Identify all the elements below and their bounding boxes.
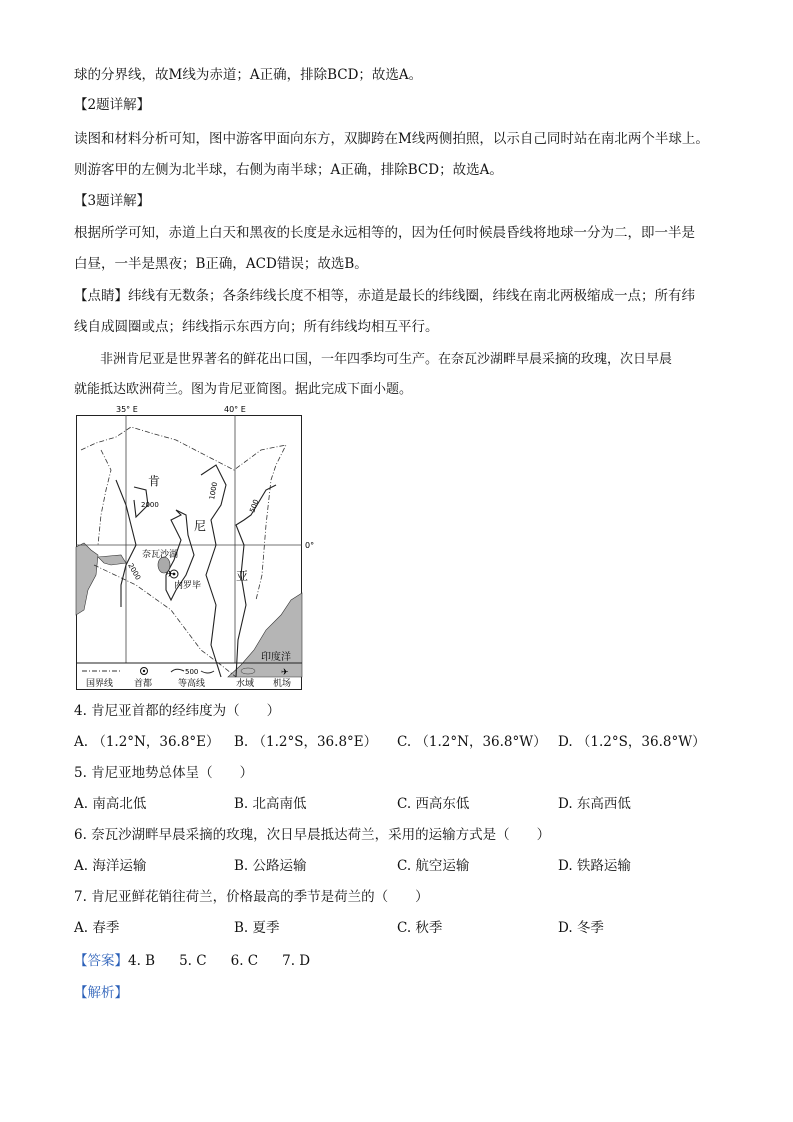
option: D. 东高西低: [558, 796, 631, 812]
option: C. 西高东低: [397, 796, 470, 812]
analysis-label: 【解析】: [74, 985, 128, 1001]
option: C. 航空运输: [397, 858, 470, 874]
section-heading: 【3题详解】: [74, 193, 151, 209]
answer-line: [74, 952, 310, 970]
question-stem: 6. 奈瓦沙湖畔早晨采摘的玫瑰，次日早晨抵达荷兰，采用的运输方式是（ ）: [74, 827, 551, 843]
lat-0-label: 0°: [305, 541, 315, 550]
country-label: 亚: [236, 569, 249, 583]
capital-label: 内罗毕: [174, 581, 202, 591]
option: D. 冬季: [558, 920, 604, 936]
option: B. （1.2°S，36.8°E）: [234, 734, 378, 750]
option: D. （1.2°S，36.8°W）: [558, 734, 706, 750]
contour-label: 2000: [126, 562, 143, 582]
option: C. 秋季: [397, 920, 443, 936]
lon-35-label: 35° E: [116, 405, 138, 414]
legend-border: 国界线: [86, 679, 114, 689]
tip-paragraph: 【点睛】纬线有无数条；各条纬线长度不相等，赤道是最长的纬线圈，纬线在南北两极缩成一点；所有纬: [74, 288, 695, 304]
option: A. 春季: [74, 920, 120, 936]
country-label: 肯: [148, 474, 161, 488]
question-stem: 7. 肯尼亚鲜花销往荷兰，价格最高的季节是荷兰的（ ）: [74, 889, 429, 905]
option: B. 北高南低: [234, 796, 307, 812]
paragraph: 线自成圆圈或点；纬线指示东西方向；所有纬线均相互平行。: [74, 319, 439, 335]
option: C. （1.2°N，36.8°W）: [397, 734, 547, 750]
ocean-label: 印度洋: [261, 652, 291, 663]
legend-airport: 机场: [273, 679, 292, 689]
legend-contour: 等高线: [178, 679, 206, 689]
option: D. 铁路运输: [558, 858, 631, 874]
answer-value: 6. C: [230, 953, 259, 969]
intro-paragraph: 非洲肯尼亚是世界著名的鲜花出口国，一年四季均可生产。在奈瓦沙湖畔早晨采摘的玫瑰，次日早晨: [100, 352, 673, 367]
kenya-map: [76, 403, 321, 690]
paragraph: 则游客甲的左侧为北半球，右侧为南半球；A正确，排除BCD；故选A。: [74, 162, 503, 178]
answer-value: 7. D: [282, 953, 311, 969]
option: A. 南高北低: [74, 796, 147, 812]
option: A. 海洋运输: [74, 858, 147, 874]
contour-label: 500: [248, 498, 261, 514]
legend-water: 水域: [236, 679, 255, 689]
legend-contour-value: 500: [185, 668, 199, 676]
answer-value: 4. B: [128, 953, 156, 969]
legend-water-symbol: [241, 668, 255, 674]
lon-40-label: 40° E: [224, 405, 246, 414]
question-stem: 5. 肯尼亚地势总体呈（ ）: [74, 765, 254, 781]
question-stem: 4. 肯尼亚首都的经纬度为（ ）: [74, 703, 281, 719]
contour-label: 1000: [208, 481, 220, 501]
paragraph: 根据所学可知，赤道上白天和黑夜的长度是永远相等的，因为任何时候晨昏线将地球一分为二，即一半是: [74, 225, 695, 241]
country-label: 尼: [194, 519, 207, 533]
airport-icon: ✈: [166, 570, 174, 580]
option: A. （1.2°N，36.8°E）: [74, 734, 220, 750]
paragraph: 读图和材料分析可知，图中游客甲面向东方，双脚跨在M线两侧拍照，以示自己同时站在南北两个半球上。: [74, 131, 709, 147]
option: B. 夏季: [234, 920, 280, 936]
intro-paragraph: 就能抵达欧洲荷兰。图为肯尼亚简图。据此完成下面小题。: [74, 382, 413, 397]
contour-label: 2000: [141, 501, 159, 509]
legend-capital: 首都: [134, 679, 153, 689]
lake-label: 奈瓦沙湖: [142, 550, 179, 560]
paragraph: 白昼，一半是黑夜；B正确，ACD错误；故选B。: [74, 256, 368, 272]
section-heading: 【2题详解】: [74, 97, 151, 113]
legend-capital-symbol: [143, 670, 145, 672]
answer-label: 【答案】: [74, 953, 128, 969]
paragraph: 球的分界线，故M线为赤道；A正确，排除BCD；故选A。: [74, 67, 423, 83]
option: B. 公路运输: [234, 858, 307, 874]
answer-value: 5. C: [179, 953, 207, 969]
legend-airport-symbol: ✈: [281, 668, 289, 678]
